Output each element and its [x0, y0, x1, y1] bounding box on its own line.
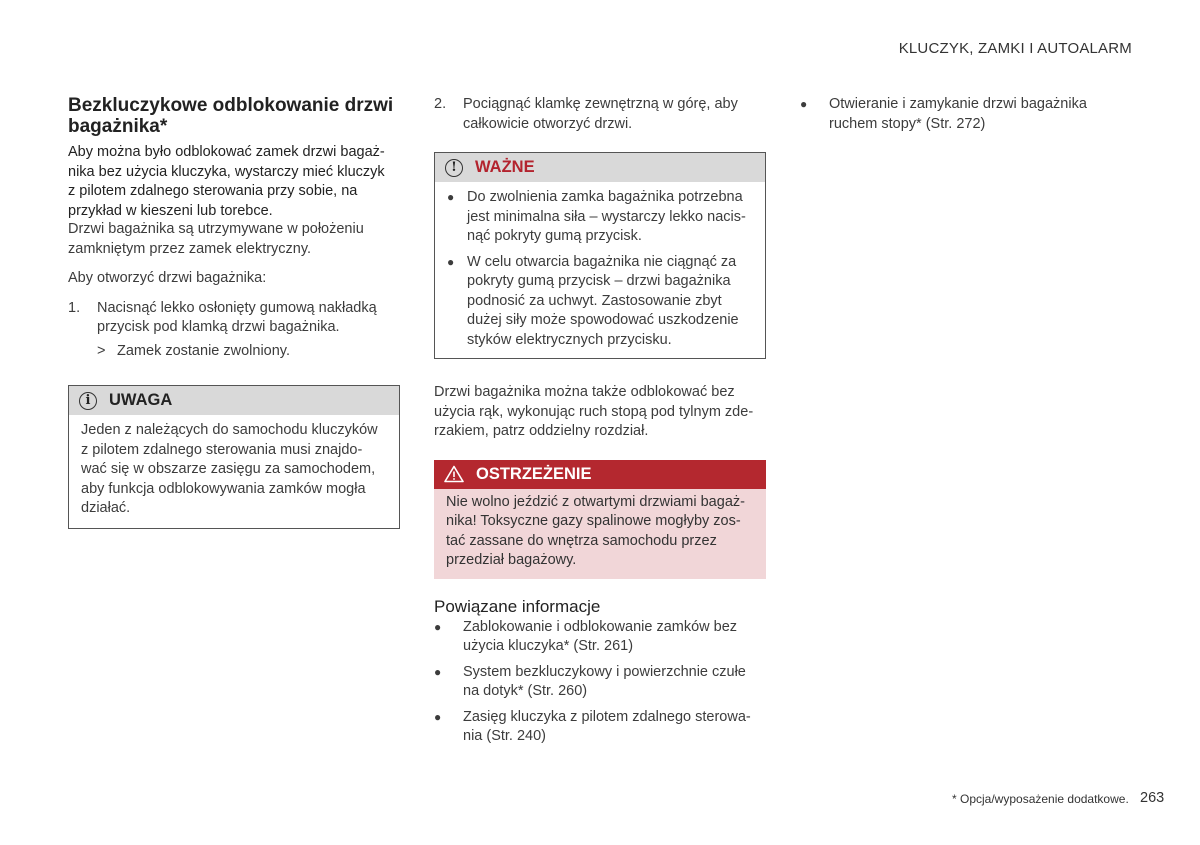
related-link[interactable] [434, 618, 766, 657]
related-info-title: Powiązane informacje [434, 596, 601, 616]
link-line: na dotyk* (Str. 260) [463, 683, 588, 699]
bullet-icon: ● [434, 664, 442, 679]
intro-paragraph [68, 143, 400, 259]
body-paragraph [434, 383, 766, 442]
result-arrow: > [97, 342, 106, 359]
note-header [69, 386, 399, 415]
bullet-icon: ● [434, 619, 442, 634]
warning-line: nika! Toksyczne gazy spalinowe mogłyby zos- [446, 513, 741, 529]
list-item [447, 188, 753, 247]
warning-body [434, 489, 766, 579]
body-line: rzakiem, patrz oddzielny rozdział. [434, 423, 649, 439]
link-line: użycia kluczyka* (Str. 261) [463, 638, 634, 654]
note-line: działać. [81, 500, 131, 516]
related-link[interactable] [800, 95, 1132, 134]
warning-header [434, 460, 766, 489]
note-line: aby funkcja odblokowywania zamków mogła [81, 480, 366, 497]
note-line: z pilotem zdalnego sterowania musi znajdo- [81, 441, 363, 458]
footnote: * Opcja/wyposażenie dodatkowe. [952, 792, 1129, 806]
bullet-line: Do zwolnienia zamka bagażnika potrzebna [467, 189, 743, 205]
result-text: Zamek zostanie zwolniony. [117, 342, 291, 359]
link-line: ruchem stopy* (Str. 272) [829, 115, 986, 132]
related-link[interactable] [434, 663, 766, 702]
intro-line: przykład w kieszeni lub torebce. [68, 202, 273, 219]
bullet-icon: ● [447, 190, 455, 204]
step-line: przycisk pod klamką drzwi bagażnika. [97, 319, 340, 335]
bullet-icon: ● [447, 254, 455, 269]
important-body [435, 182, 765, 358]
exclamation-circle-icon: ! [445, 159, 463, 177]
link-line: nia (Str. 240) [463, 728, 547, 744]
related-info-list [434, 618, 766, 747]
intro-line: Aby można było odblokować zamek drzwi bagaż- [68, 144, 385, 160]
step-number: 2. [434, 96, 447, 112]
step-1 [68, 299, 400, 338]
step-line: Pociągnąć klamkę zewnętrzną w górę, aby [463, 96, 738, 112]
important-label: WAŻNE [475, 158, 535, 176]
intro-line: z pilotem zdalnego sterowania przy sobie, na [68, 183, 358, 199]
step-line: Nacisnąć lekko osłonięty gumową nakładką [97, 299, 377, 316]
bullet-line: podnosić za uchwyt. Zastosowanie zbyt [467, 292, 722, 309]
intro-line: nika bez użycia kluczyka, wystarczy mieć kluczyk [68, 163, 385, 180]
note-body [69, 415, 399, 528]
bullet-line: pokryty gumą przycisk – drzwi bagażnika [467, 273, 731, 289]
note-line: Jeden z należących do samochodu kluczyków [81, 422, 378, 438]
note-label: UWAGA [109, 391, 173, 409]
note-line: wać się w obszarze zasięgu za samochodem, [81, 461, 376, 477]
link-line: Otwieranie i zamykanie drzwi bagażnika [829, 96, 1087, 112]
step-result [97, 342, 400, 362]
body-line: zamkniętym przez zamek elektryczny. [68, 240, 312, 257]
important-box [434, 152, 766, 359]
step-number: 1. [68, 299, 81, 316]
bullet-icon: ● [800, 97, 808, 111]
body-line: Drzwi bagażnika można także odblokować bez [434, 384, 735, 400]
list-item [447, 253, 753, 351]
related-link[interactable] [434, 708, 766, 747]
bullet-line: jest minimalna siła – wystarczy lekko nacis- [467, 208, 746, 225]
running-header: KLUCZYK, ZAMKI I AUTOALARM [898, 40, 1132, 57]
column-1 [68, 95, 400, 529]
bullet-icon: ● [434, 709, 442, 724]
warning-line: Nie wolno jeździć z otwartymi drzwiami bagaż- [446, 493, 745, 510]
warning-triangle-icon [444, 465, 464, 483]
info-icon: i [79, 392, 97, 410]
link-line: Zablokowanie i odblokowanie zamków bez [463, 618, 738, 635]
page-number: 263 [1140, 790, 1165, 806]
note-box [68, 385, 400, 529]
instruction-lead: Aby otworzyć drzwi bagażnika: [68, 270, 267, 286]
link-line: Zasięg kluczyka z pilotem zdalnego sterowa- [463, 708, 751, 725]
column-3 [800, 95, 1132, 140]
link-line: System bezkluczykowy i powierzchnie czułe [463, 663, 746, 680]
warning-line: tać zassane do wnętrza samochodu przez [446, 532, 717, 549]
step-2 [434, 95, 766, 134]
warning-line: przedział bagażowy. [446, 552, 577, 568]
important-header [435, 153, 765, 182]
body-line: użycia rąk, wykonując ruch stopą pod tylnym zde- [434, 403, 754, 420]
step-line: całkowicie otworzyć drzwi. [463, 115, 633, 132]
bullet-line: styków elektrycznych przycisku. [467, 331, 672, 348]
body-line: Drzwi bagażnika są utrzymywane w położeniu [68, 221, 364, 237]
bullet-line: W celu otwarcia bagażnika nie ciągnąć za [467, 253, 737, 270]
column-2 [434, 95, 766, 753]
bullet-line: dużej siły może spowodować uszkodzenie [467, 312, 739, 328]
section-title: Bezkluczykowe odblokowanie drzwi bagażnika* [68, 95, 394, 137]
warning-label: OSTRZEŻENIE [476, 464, 592, 483]
bullet-line: nąć pokryty gumą przycisk. [467, 228, 642, 244]
warning-box [434, 460, 766, 579]
